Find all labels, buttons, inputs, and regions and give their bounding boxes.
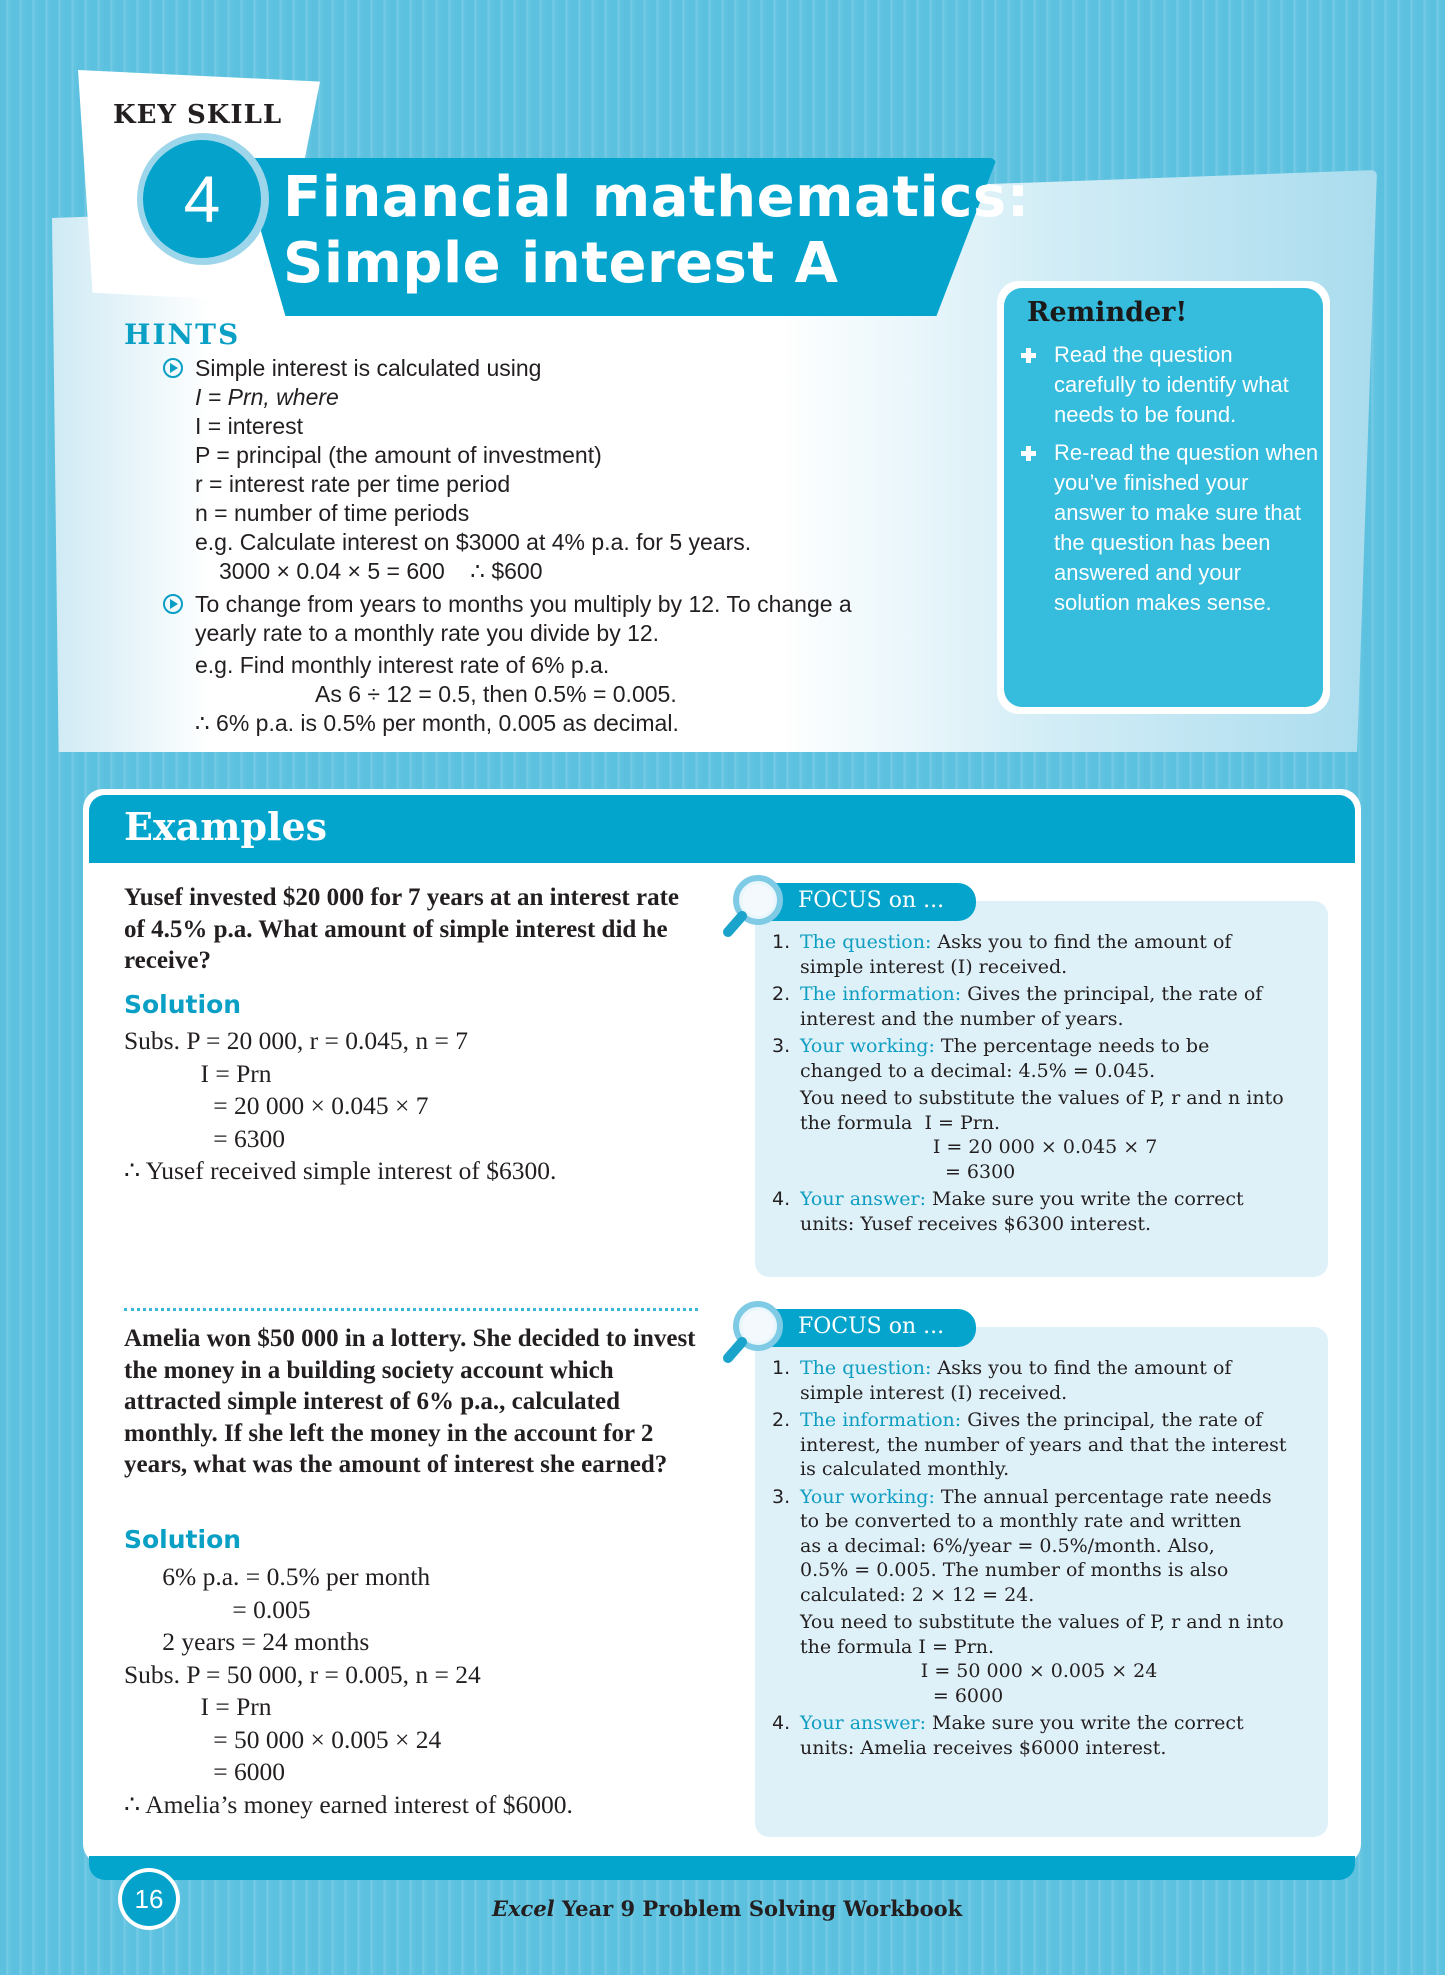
example-2-question: Amelia won $50 000 in a lottery. She decided to invest the money in a building society account which attracted simple interest of 6% p.a., calculated monthly. If she left the money in the account for 2 years, what was the amount of interest she earned?: [124, 1325, 696, 1478]
example-divider: [124, 1308, 698, 1311]
reminder-item-text: Read the question carefully to identify what needs to be found.: [1054, 342, 1289, 427]
hint-line: ∴ 6% p.a. is 0.5% per month, 0.005 as decimal.: [195, 710, 679, 736]
focus-point-key: Your working:: [800, 1035, 935, 1057]
focus-point-text: Gives the principal, the rate of: [961, 1409, 1263, 1431]
focus-point-key: The question:: [800, 1357, 932, 1379]
focus-point: [772, 982, 1322, 1031]
page-title-line2: Simple interest A: [283, 231, 839, 296]
focus-point-text: to be converted to a monthly rate and written: [800, 1510, 1242, 1532]
skill-number-badge: 4: [143, 140, 261, 258]
hint-line: yearly rate to a monthly rate you divide by 12.: [195, 620, 660, 646]
focus-point-text: Asks you to find the amount of: [931, 931, 1232, 953]
focus-point-key: Your working:: [800, 1485, 935, 1508]
focus-point: [772, 1408, 1322, 1482]
example-1-focus-list: [772, 930, 1322, 1239]
book-title: [492, 1896, 962, 1921]
solution-line: 6% p.a. = 0.5% per month: [124, 1562, 431, 1591]
focus-point: [772, 1187, 1322, 1236]
solution-line: Subs. P = 20 000, r = 0.045, n = 7: [124, 1026, 468, 1055]
focus-point-number: 4.: [772, 1188, 791, 1210]
focus-point-text: interest, the number of years and that the interest: [800, 1433, 1287, 1456]
book-title-text: Year 9 Problem Solving Workbook: [554, 1896, 963, 1921]
plus-bullet-icon: [1021, 446, 1035, 460]
book-brand: Excel: [492, 1896, 555, 1921]
hint-line: Simple interest is calculated using: [195, 355, 542, 381]
example-2-focus-tab: FOCUS on ...: [740, 1309, 976, 1347]
reminder-item-text: Re-read the question when you’ve finished your answer to make sure that the question has been answered and your solution makes sense.: [1054, 440, 1319, 615]
focus-point-text: the formula I = Prn.: [800, 1111, 1001, 1134]
focus-point-text: = 6000: [800, 1684, 1004, 1707]
focus-point-text: simple interest (I) received.: [800, 1381, 1068, 1404]
focus-point-number: 3.: [772, 1035, 791, 1057]
example-1-question: Yusef invested $20 000 for 7 years at an interest rate of 4.5% p.a. What amount of simple interest did he receive?: [124, 884, 680, 974]
focus-point-text: calculated: 2 × 12 = 24.: [800, 1583, 1035, 1606]
focus-point-number: 2.: [772, 1409, 791, 1431]
hint-line: As 6 ÷ 12 = 0.5, then 0.5% = 0.005.: [315, 681, 677, 707]
solution-line: = 50 000 × 0.005 × 24: [124, 1724, 442, 1754]
hint-line: To change from years to months you multiply by 12. To change a: [195, 591, 852, 617]
hint-line: P = principal (the amount of investment): [195, 442, 602, 468]
solution-line: = 6300: [124, 1123, 286, 1153]
hint-line: r = interest rate per time period: [195, 471, 511, 497]
reminder-title: Reminder!: [1027, 297, 1188, 328]
focus-point-text: You need to substitute the values of P, r and n into: [800, 1611, 1284, 1633]
solution-line: I = Prn: [124, 1058, 272, 1088]
focus-point-key: The question:: [800, 931, 932, 953]
focus-point-key: The information:: [800, 983, 962, 1005]
focus-point: [772, 1034, 1322, 1184]
focus-point-text: Make sure you write the correct: [926, 1712, 1244, 1734]
focus-point: [772, 1711, 1322, 1760]
hint-line: I = Prn, where: [195, 384, 339, 410]
example-2-focus-list: [772, 1356, 1322, 1763]
focus-point-key: Your answer:: [800, 1712, 926, 1734]
solution-line: = 6000: [124, 1757, 286, 1786]
page-title: [283, 165, 1030, 297]
solution-line: 2 years = 24 months: [124, 1627, 370, 1656]
play-circle-bullet-icon: [163, 358, 183, 378]
focus-point-text: units: Yusef receives $6300 interest.: [800, 1212, 1152, 1235]
focus-point: [772, 1356, 1322, 1405]
focus-point-key: Your answer:: [800, 1188, 926, 1210]
focus-point-number: 4.: [772, 1712, 791, 1734]
examples-footer-bar: [89, 1856, 1355, 1880]
focus-point-text: The annual percentage rate needs: [934, 1485, 1272, 1508]
focus-point-text: Asks you to find the amount of: [931, 1357, 1232, 1379]
hint-line: 3000 × 0.04 × 5 = 600 ∴ $600: [219, 558, 543, 584]
example-1-focus-tab: FOCUS on ...: [740, 883, 976, 921]
example-1-solution: [124, 1025, 556, 1188]
focus-point-number: 1.: [772, 931, 791, 953]
solution-line: Subs. P = 50 000, r = 0.005, n = 24: [124, 1659, 481, 1689]
reminder-list: [1020, 340, 1320, 626]
focus-point-text: changed to a decimal: 4.5% = 0.045.: [800, 1059, 1156, 1082]
focus-point-text: 0.5% = 0.005. The number of months is also: [800, 1559, 1229, 1581]
solution-line: ∴ Yusef received simple interest of $6300.: [124, 1156, 557, 1185]
focus-point-key: The information:: [800, 1409, 962, 1431]
focus-point-text: Make sure you write the correct: [926, 1188, 1244, 1210]
focus-point-text: I = 20 000 × 0.045 × 7: [800, 1136, 1158, 1158]
solution-line: I = Prn: [124, 1692, 272, 1721]
play-circle-bullet-icon: [163, 594, 183, 614]
focus-point-number: 2.: [772, 983, 791, 1005]
reminder-item: [1020, 438, 1320, 618]
hint-line: n = number of time periods: [195, 500, 470, 526]
solution-line: = 20 000 × 0.045 × 7: [124, 1091, 429, 1120]
page-number: 16: [122, 1872, 176, 1926]
hint-line: e.g. Find monthly interest rate of 6% p.a.: [195, 652, 610, 678]
focus-point-text: units: Amelia receives $6000 interest.: [800, 1736, 1167, 1759]
example-2-solution-label: Solution: [124, 1525, 242, 1554]
hints-heading: HINTS: [124, 318, 241, 351]
focus-point-text: You need to substitute the values of P, r and n into: [800, 1087, 1284, 1109]
examples-title: Examples: [124, 804, 328, 849]
focus-point-text: simple interest (I) received.: [800, 955, 1068, 978]
focus-point-number: 1.: [772, 1357, 791, 1379]
hint-item: [163, 590, 923, 738]
focus-point-text: Gives the principal, the rate of: [961, 983, 1263, 1005]
example-1-solution-label: Solution: [124, 990, 242, 1019]
solution-line: ∴ Amelia’s money earned interest of $6000.: [124, 1789, 573, 1819]
plus-bullet-icon: [1021, 348, 1035, 362]
focus-point-text: as a decimal: 6%/year = 0.5%/month. Also,: [800, 1534, 1215, 1557]
focus-point: [772, 1485, 1322, 1709]
example-2-solution: [124, 1561, 573, 1821]
solution-line: = 0.005: [124, 1594, 311, 1624]
page-title-line1: Financial mathematics:: [283, 165, 1030, 230]
focus-point-text: is calculated monthly.: [800, 1458, 1010, 1480]
hint-line: I = interest: [195, 413, 304, 439]
focus-point-text: the formula I = Prn.: [800, 1635, 995, 1658]
reminder-item: [1020, 340, 1320, 430]
focus-point-text: = 6300: [800, 1160, 1016, 1183]
focus-point-text: interest and the number of years.: [800, 1007, 1124, 1030]
hint-item: [163, 354, 923, 586]
hint-line: e.g. Calculate interest on $3000 at 4% p.a. for 5 years.: [195, 529, 752, 555]
key-skill-label: KEY SKILL: [113, 100, 283, 130]
focus-point-text: I = 50 000 × 0.005 × 24: [800, 1660, 1158, 1682]
focus-point-text: The percentage needs to be: [934, 1035, 1210, 1057]
focus-point: [772, 930, 1322, 979]
focus-point-number: 3.: [772, 1485, 791, 1508]
hints-list: [163, 354, 923, 738]
